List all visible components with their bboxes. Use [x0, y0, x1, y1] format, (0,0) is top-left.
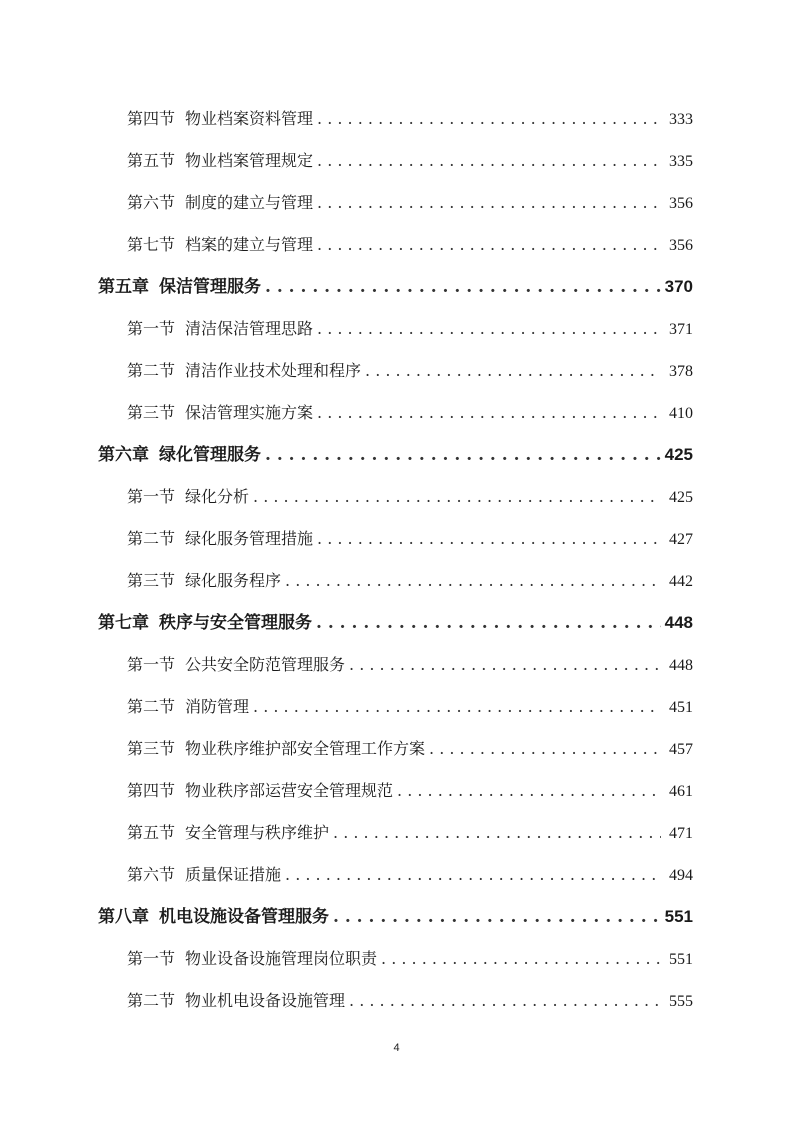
toc-dot-leader: [365, 350, 661, 392]
toc-dot-leader: [317, 140, 661, 182]
toc-dot-leader: [265, 434, 661, 476]
toc-entry-title: 物业秩序维护部安全管理工作方案: [185, 739, 426, 758]
toc-entry-title: 档案的建立与管理: [185, 235, 314, 254]
toc-page-number: 370: [664, 277, 693, 296]
toc-entry-title: 消防管理: [185, 697, 250, 716]
toc-dot-leader: [333, 812, 661, 854]
toc-entry-label: 第二节: [127, 991, 176, 1010]
toc-entry-label: 第三节: [127, 739, 176, 758]
toc-page-number: 461: [669, 783, 693, 800]
toc-entry-label: 第八章: [98, 907, 149, 927]
toc-entry-label: 第七节: [127, 235, 176, 254]
page-number: 4: [393, 1042, 400, 1054]
toc-entry-label: 第五节: [127, 823, 176, 842]
toc-page-number: 451: [669, 699, 693, 716]
toc-page-number: 555: [669, 993, 693, 1010]
toc-chapter-entry[interactable]: [0, 434, 793, 476]
toc-entry-title: 绿化管理服务: [159, 445, 261, 465]
toc-entry-title: 公共安全防范管理服务: [185, 655, 346, 674]
toc-section-entry[interactable]: [0, 644, 793, 686]
toc-entry-label: 第一节: [127, 655, 176, 674]
toc-dot-leader: [285, 560, 661, 602]
toc-section-entry[interactable]: [0, 686, 793, 728]
toc-section-entry[interactable]: [0, 854, 793, 896]
toc-dot-leader: [317, 182, 661, 224]
toc-entry-title: 秩序与安全管理服务: [159, 613, 312, 633]
toc-page-number: 333: [669, 111, 693, 128]
toc-page-number: 371: [669, 321, 693, 338]
toc-dot-leader: [349, 980, 661, 1022]
toc-dot-leader: [253, 476, 661, 518]
toc-dot-leader: [317, 392, 661, 434]
toc-entry-title: 清洁作业技术处理和程序: [185, 361, 362, 380]
toc-dot-leader: [285, 854, 661, 896]
toc-section-entry[interactable]: [0, 938, 793, 980]
toc-entry-label: 第一节: [127, 319, 176, 338]
toc-entry-label: 第四节: [127, 781, 176, 800]
toc-entry-label: 第四节: [127, 109, 176, 128]
toc-dot-leader: [397, 770, 661, 812]
toc-entry-title: 保洁管理实施方案: [185, 403, 314, 422]
toc-section-entry[interactable]: [0, 392, 793, 434]
toc-section-entry[interactable]: [0, 560, 793, 602]
toc-page-number: 425: [664, 445, 693, 464]
toc-entry-title: 机电设施设备管理服务: [159, 907, 329, 927]
toc-entry-title: 安全管理与秩序维护: [185, 823, 330, 842]
toc-section-entry[interactable]: [0, 140, 793, 182]
toc-page-number: 356: [669, 237, 693, 254]
toc-dot-leader: [429, 728, 661, 770]
toc-dot-leader: [381, 938, 661, 980]
toc-entry-label: 第七章: [98, 613, 149, 633]
toc-entry-title: 绿化服务程序: [185, 571, 282, 590]
toc-section-entry[interactable]: [0, 980, 793, 1022]
toc-page-number: 335: [669, 153, 693, 170]
toc-entry-label: 第二节: [127, 697, 176, 716]
toc-chapter-entry[interactable]: [0, 896, 793, 938]
toc-page-number: 494: [669, 867, 693, 884]
toc-dot-leader: [317, 98, 661, 140]
toc-dot-leader: [253, 686, 661, 728]
toc-entry-title: 物业秩序部运营安全管理规范: [185, 781, 394, 800]
toc-entry-title: 物业机电设备设施管理: [185, 991, 346, 1010]
toc-section-entry[interactable]: [0, 770, 793, 812]
toc-page-number: 427: [669, 531, 693, 548]
toc-entry-label: 第五节: [127, 151, 176, 170]
toc-section-entry[interactable]: [0, 476, 793, 518]
toc-chapter-entry[interactable]: [0, 602, 793, 644]
toc-entry-title: 物业档案管理规定: [185, 151, 314, 170]
toc-page-number: 410: [669, 405, 693, 422]
toc-entry-title: 物业设备设施管理岗位职责: [185, 949, 378, 968]
toc-entry-label: 第六节: [127, 193, 176, 212]
toc-section-entry[interactable]: [0, 812, 793, 854]
toc-page-number: 356: [669, 195, 693, 212]
toc-entry-label: 第五章: [98, 277, 149, 297]
toc-section-entry[interactable]: [0, 350, 793, 392]
table-of-contents: [0, 98, 793, 1022]
toc-entry-label: 第一节: [127, 487, 176, 506]
toc-chapter-entry[interactable]: [0, 266, 793, 308]
toc-entry-title: 制度的建立与管理: [185, 193, 314, 212]
toc-page-number: 457: [669, 741, 693, 758]
toc-entry-title: 清洁保洁管理思路: [185, 319, 314, 338]
toc-page-number: 551: [664, 907, 693, 926]
toc-entry-label: 第三节: [127, 403, 176, 422]
toc-entry-title: 保洁管理服务: [159, 277, 261, 297]
toc-page-number: 378: [669, 363, 693, 380]
toc-dot-leader: [317, 224, 661, 266]
toc-dot-leader: [316, 602, 661, 644]
toc-entry-label: 第六节: [127, 865, 176, 884]
toc-dot-leader: [317, 518, 661, 560]
toc-dot-leader: [349, 644, 661, 686]
toc-dot-leader: [333, 896, 661, 938]
toc-section-entry[interactable]: [0, 224, 793, 266]
toc-section-entry[interactable]: [0, 182, 793, 224]
toc-entry-title: 物业档案资料管理: [185, 109, 314, 128]
toc-section-entry[interactable]: [0, 98, 793, 140]
toc-section-entry[interactable]: [0, 728, 793, 770]
toc-page-number: 551: [669, 951, 693, 968]
toc-section-entry[interactable]: [0, 308, 793, 350]
toc-page-number: 448: [664, 613, 693, 632]
toc-entry-label: 第三节: [127, 571, 176, 590]
toc-page-number: 425: [669, 489, 693, 506]
toc-entry-title: 绿化分析: [185, 487, 250, 506]
toc-entry-label: 第二节: [127, 529, 176, 548]
toc-entry-title: 绿化服务管理措施: [185, 529, 314, 548]
toc-entry-label: 第六章: [98, 445, 149, 465]
toc-dot-leader: [265, 266, 661, 308]
toc-page-number: 448: [669, 657, 693, 674]
toc-page-number: 471: [669, 825, 693, 842]
toc-section-entry[interactable]: [0, 518, 793, 560]
toc-page-number: 442: [669, 573, 693, 590]
toc-entry-label: 第二节: [127, 361, 176, 380]
toc-entry-label: 第一节: [127, 949, 176, 968]
toc-dot-leader: [317, 308, 661, 350]
toc-entry-title: 质量保证措施: [185, 865, 282, 884]
